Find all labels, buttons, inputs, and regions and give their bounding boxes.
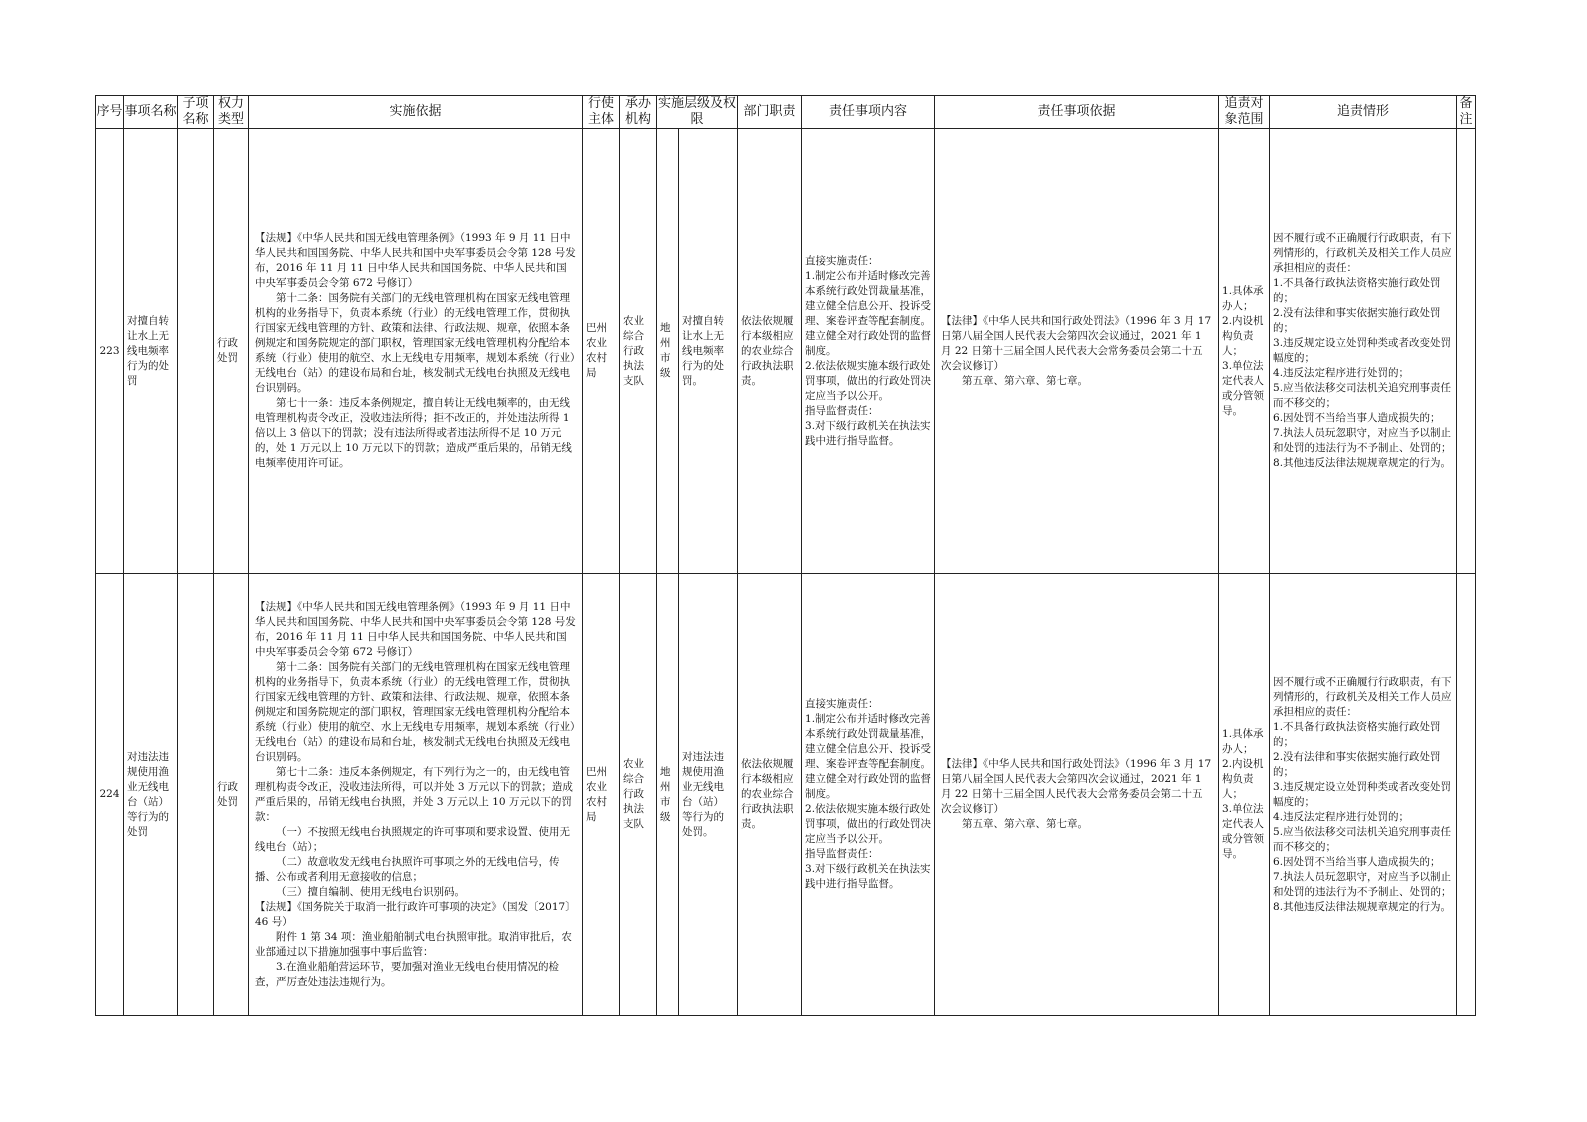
authority-cell: 对违法违规使用渔业无线电台（站）等行为的处罚。: [679, 574, 738, 1016]
situation-cell-line: 因不履行或不正确履行行政职责，有下列情形的，行政机关及相关工作人员应承担相应的责任：: [1273, 675, 1452, 718]
subject-cell: 巴州农业农村局: [583, 574, 620, 1016]
basis-cell-line: 【法规】《中华人民共和国无线电管理条例》（1993 年 9 月 11 日中华人民共和国国务院、中华人民共和国中央军事委员会令第 128 号发布，2016 年 11 月 11 日中华人民共和国国务院、中华人民共和国中央军事委员会令第 672 号修订）: [255, 600, 576, 658]
situation-cell-line: 3.违反规定设立处罚种类或者改变处罚幅度的；: [1273, 337, 1452, 364]
resp-content-cell-line: 指导监督责任：: [805, 404, 879, 417]
item-name-cell: 对擅自转让水上无线电频率行为的处罚: [124, 129, 178, 574]
situation-cell: [1270, 129, 1457, 574]
resp-basis-cell-line: 第五章、第六章、第七章。: [962, 818, 1089, 830]
item-name-cell: 对违法违规使用渔业无线电台（站）等行为的处罚: [124, 574, 178, 1016]
resp-content-cell-line: 2.依法依规实施本级行政处罚事项，做出的行政处罚决定应当予以公开。: [805, 359, 932, 402]
basis-cell: [249, 129, 583, 574]
situation-cell-line: 7.执法人员玩忽职守，对应当予以制止和处罚的违法行为不予制止、处罚的；: [1273, 427, 1452, 454]
scope-cell-line: 1.具体承办人；: [1222, 284, 1264, 312]
header-power-type: 权力类型: [214, 96, 249, 129]
situation-cell-line: 8.其他违反法律法规规章规定的行为。: [1273, 900, 1452, 913]
situation-cell-line: 1.不具备行政执法资格实施行政处罚的；: [1273, 720, 1441, 748]
scope-cell-line: 2.内设机构负责人；: [1222, 758, 1264, 800]
level-cell: 地州市级: [657, 574, 679, 1016]
situation-cell-line: 5.应当依法移交司法机关追究刑事责任而不移交的；: [1273, 382, 1452, 409]
header-seq: 序号: [96, 96, 124, 129]
resp-basis-cell-line: 第五章、第六章、第七章。: [962, 374, 1089, 387]
seq-cell: 223: [96, 129, 124, 574]
scope-cell: [1219, 574, 1270, 1016]
header-situation: 追责情形: [1270, 96, 1457, 129]
header-subject: 行使主体: [583, 96, 620, 129]
basis-cell-line: 第七十一条：违反本条例规定，擅自转让无线电频率的，由无线电管理机构责令改正，没收违法所得；拒不改正的，并处违法所得 1 倍以上 3 倍以下的罚款；没有违法所得或者违法所得不足 10 万元的，处 1 万元以上 10 万元以下的罚款；造成严重后果的，吊销无线电频率使用许可证。: [255, 397, 572, 469]
basis-cell-line: （二）故意收发无线电台执照许可事项之外的无线电信号，传播、公布或者利用无意接收的信息；: [255, 855, 560, 883]
resp-content-cell-line: 1.制定公布并适时修改完善本系统行政处罚裁量基准，建立健全信息公开、投诉受理、案卷评查等配套制度。建立健全对行政处罚的监督制度。: [805, 713, 932, 800]
situation-cell-line: 4.违反法定程序进行处罚的；: [1273, 810, 1410, 823]
resp-basis-cell-line: 【法律】《中华人民共和国行政处罚法》（1996 年 3 月 17 日第八届全国人民代表大会第四次会议通过，2021 年 1 月 22 日第十三届全国人民代表大会常务委员会第二十五次会议修订）: [941, 758, 1212, 815]
situation-cell-line: 3.违反规定设立处罚种类或者改变处罚幅度的；: [1273, 780, 1452, 808]
situation-cell-line: 8.其他违反法律法规规章规定的行为。: [1273, 457, 1452, 469]
org-cell: 农业综合行政执法支队: [620, 129, 657, 574]
situation-cell-line: 2.没有法律和事实依据实施行政处罚的；: [1273, 750, 1441, 778]
level-cell: 地州市级: [657, 129, 679, 574]
remark-cell: [1457, 129, 1476, 574]
seq-cell: 224: [96, 574, 124, 1016]
resp-content-cell-line: 3.对下级行政机关在执法实践中进行指导监督。: [805, 419, 931, 447]
basis-cell: [249, 574, 583, 1016]
scope-cell-line: 3.单位法定代表人或分管领导。: [1222, 359, 1265, 417]
header-item-name: 事项名称: [124, 96, 178, 129]
resp-content-cell-line: 3.对下级行政机关在执法实践中进行指导监督。: [805, 863, 931, 890]
scope-cell: [1219, 129, 1270, 574]
header-sub-name: 子项名称: [178, 96, 214, 129]
power-type-cell: 行政处罚: [214, 129, 249, 574]
sub-name-cell: [178, 574, 214, 1016]
basis-cell-line: （三）擅自编制、使用无线电台识别码。: [276, 885, 465, 898]
basis-cell-line: （一）不按照无线电台执照规定的许可事项和要求设置、使用无线电台（站）；: [255, 825, 570, 853]
table-row: [96, 574, 1476, 1016]
basis-cell-line: 3.在渔业船舶营运环节，要加强对渔业无线电台使用情况的检查，严厉查处违法违规行为。: [255, 960, 560, 988]
resp-basis-cell: [935, 574, 1219, 1016]
header-resp-basis: 责任事项依据: [935, 96, 1219, 129]
resp-content-cell-line: 2.依法依规实施本级行政处罚事项，做出的行政处罚决定应当予以公开。: [805, 803, 932, 845]
basis-cell-line: 附件 1 第 34 项：渔业船舶制式电台执照审批。取消审批后，农业部通过以下措施加强事中事后监管：: [255, 930, 572, 958]
header-duty: 部门职责: [738, 96, 802, 129]
power-list-table: [95, 95, 1476, 1016]
sub-name-cell: [178, 129, 214, 574]
resp-content-cell: [802, 574, 935, 1016]
basis-cell-line: 第十二条：国务院有关部门的无线电管理机构在国家无线电管理机构的业务指导下，负责本系统（行业）的无线电管理工作，贯彻执行国家无线电管理的方针、政策和法律、行政法规、规章，依照本条例规定和国务院规定的部门职权，管理国家无线电管理机构分配给本系统（行业）使用的航空、水上无线电专用频率，规划本系统（行业）无线电台（站）的建设布局和台址，核发制式无线电台执照及无线电台识别码。: [255, 660, 576, 763]
authority-cell: 对擅自转让水上无线电频率行为的处罚。: [679, 129, 738, 574]
scope-cell-line: 2.内设机构负责人；: [1222, 314, 1264, 357]
resp-basis-cell-line: 【法律】《中华人民共和国行政处罚法》（1996 年 3 月 17 日第八届全国人民代表大会第四次会议通过，2021 年 1 月 22 日第十三届全国人民代表大会常务委员会第二十五次会议修订）: [941, 314, 1212, 372]
basis-cell-line: 【法规】《国务院关于取消一批行政许可事项的决定》（国发〔2017〕46 号）: [255, 900, 576, 928]
resp-content-cell-line: 1.制定公布并适时修改完善本系统行政处罚裁量基准，建立健全信息公开、投诉受理、案卷评查等配套制度。建立健全对行政处罚的监督制度。: [805, 269, 932, 357]
duty-cell: 依法依规履行本级相应的农业综合行政执法职责。: [738, 574, 802, 1016]
situation-cell-line: 4.违反法定程序进行处罚的；: [1273, 367, 1410, 379]
resp-content-cell-line: 直接实施责任：: [805, 254, 879, 267]
basis-cell-line: 第十二条：国务院有关部门的无线电管理机构在国家无线电管理机构的业务指导下，负责本系统（行业）的无线电管理工作，贯彻执行国家无线电管理的方针、政策和法律、行政法规、规章，依照本条例规定和国务院规定的部门职权，管理国家无线电管理机构分配给本系统（行业）使用的航空、水上无线电专用频率，规划本系统（行业）无线电台（站）的建设布局和台址，核发制式无线电台执照及无线电台识别码。: [255, 292, 576, 394]
org-cell: 农业综合行政执法支队: [620, 574, 657, 1016]
basis-cell-line: 第七十二条：违反本条例规定，有下列行为之一的，由无线电管理机构责令改正，没收违法所得，可以并处 3 万元以下的罚款；造成严重后果的，吊销无线电台执照，并处 3 万元以上 10 万元以下的罚款：: [255, 765, 573, 823]
resp-basis-cell: [935, 129, 1219, 574]
situation-cell-line: 7.执法人员玩忽职守，对应当予以制止和处罚的违法行为不予制止、处罚的；: [1273, 870, 1452, 898]
situation-cell-line: 6.因处罚不当给当事人造成损失的；: [1273, 412, 1441, 424]
header-row: [96, 96, 1476, 129]
header-remark: 备注: [1457, 96, 1476, 129]
scope-cell-line: 1.具体承办人；: [1222, 728, 1264, 755]
resp-content-cell-line: 直接实施责任：: [805, 698, 879, 710]
resp-content-cell-line: 指导监督责任：: [805, 848, 879, 860]
situation-cell-line: 2.没有法律和事实依据实施行政处罚的；: [1273, 307, 1441, 334]
situation-cell-line: 1.不具备行政执法资格实施行政处罚的；: [1273, 277, 1441, 304]
duty-cell: 依法依规履行本级相应的农业综合行政执法职责。: [738, 129, 802, 574]
header-basis: 实施依据: [249, 96, 583, 129]
header-resp-content: 责任事项内容: [802, 96, 935, 129]
header-org: 承办机构: [620, 96, 657, 129]
remark-cell: [1457, 574, 1476, 1016]
subject-cell: 巴州农业农村局: [583, 129, 620, 574]
resp-content-cell: [802, 129, 935, 574]
situation-cell: [1270, 574, 1457, 1016]
header-scope: 追责对象范围: [1219, 96, 1270, 129]
power-type-cell: 行政处罚: [214, 574, 249, 1016]
situation-cell-line: 5.应当依法移交司法机关追究刑事责任而不移交的；: [1273, 825, 1452, 853]
header-level: 实施层级及权限: [658, 96, 737, 127]
situation-cell-line: 6.因处罚不当给当事人造成损失的；: [1273, 855, 1441, 868]
scope-cell-line: 3.单位法定代表人或分管领导。: [1222, 803, 1265, 860]
table-row: [96, 129, 1476, 574]
situation-cell-line: 因不履行或不正确履行行政职责，有下列情形的，行政机关及相关工作人员应承担相应的责任：: [1273, 232, 1452, 274]
basis-cell-line: 【法规】《中华人民共和国无线电管理条例》（1993 年 9 月 11 日中华人民共和国国务院、中华人民共和国中央军事委员会令第 128 号发布，2016 年 11 月 11 日中华人民共和国国务院、中华人民共和国中央军事委员会令第 672 号修订）: [255, 232, 576, 289]
